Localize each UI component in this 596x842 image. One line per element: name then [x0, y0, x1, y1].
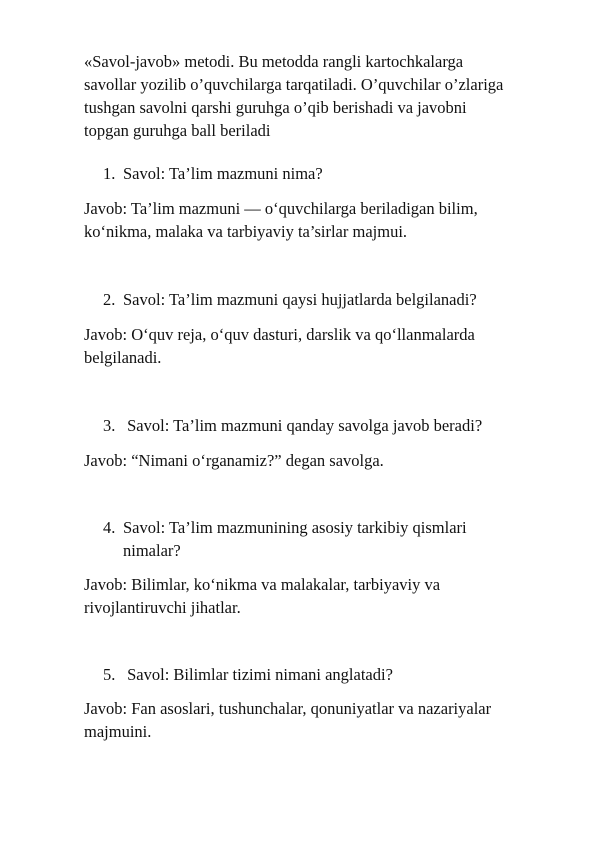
answer-line: Javob: Ta’lim mazmuni — o‘quvchilarga beriladigan bilim,: [84, 199, 478, 218]
answer-line: Javob: “Nimani o‘rganamiz?” degan savolga.: [84, 451, 384, 470]
answer-line: Javob: Fan asoslari, tushunchalar, qonuniyatlar va nazariyalar: [84, 699, 492, 718]
question-text: Savol: Ta’lim mazmuni nima?: [123, 164, 323, 183]
intro-line: savollar yozilib o’quvchilarga tarqatiladi. O’quvchilar o’zlariga: [84, 75, 504, 94]
question-text: Savol: Bilimlar tizimi nimani anglatadi?: [123, 665, 393, 684]
answer-3: [84, 449, 554, 472]
question-3: [103, 414, 482, 437]
question-number: 2.: [103, 290, 116, 309]
answer-2: [84, 323, 554, 369]
question-number: 3.: [103, 416, 116, 435]
answer-5: [84, 697, 554, 743]
answer-line: rivojlantiruvchi jihatlar.: [84, 598, 241, 617]
answer-line: majmuini.: [84, 722, 152, 741]
question-text: Savol: Ta’lim mazmuni qanday savolga javob beradi?: [123, 416, 483, 435]
question-text-continued: nimalar?: [123, 541, 181, 560]
answer-4: [84, 573, 554, 619]
question-number: 5.: [103, 665, 116, 684]
intro-line: topgan guruhga ball beriladi: [84, 121, 271, 140]
intro-line: «Savol-javob» metodi. Bu metodda rangli kartochkalarga: [84, 52, 464, 71]
question-5: [103, 663, 393, 686]
answer-1: [84, 197, 554, 243]
answer-line: ko‘nikma, malaka va tarbiyaviy ta’sirlar majmui.: [84, 222, 408, 241]
intro-line: tushgan savolni qarshi guruhga o’qib berishadi va javobni: [84, 98, 467, 117]
answer-line: Javob: O‘quv reja, o‘quv dasturi, darslik va qo‘llanmalarda: [84, 325, 475, 344]
question-number: 4.: [103, 518, 116, 537]
question-1: [103, 162, 323, 185]
intro-paragraph: [84, 50, 554, 142]
question-2: [103, 288, 477, 311]
answer-line: belgilanadi.: [84, 348, 162, 367]
question-4: [103, 516, 467, 562]
answer-line: Javob: Bilimlar, ko‘nikma va malakalar, tarbiyaviy va: [84, 575, 441, 594]
question-text: Savol: Ta’lim mazmunining asosiy tarkibiy qismlari: [123, 518, 467, 537]
question-text: Savol: Ta’lim mazmuni qaysi hujjatlarda belgilanadi?: [123, 290, 477, 309]
question-number: 1.: [103, 164, 116, 183]
